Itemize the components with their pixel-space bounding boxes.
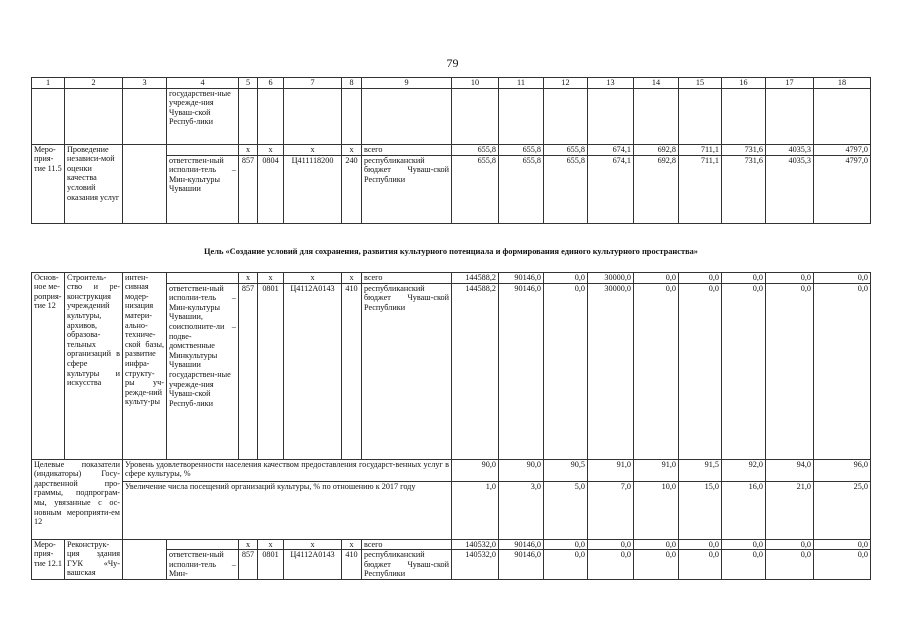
target-article-cell: х [284,539,342,550]
expense-type-cell: х [342,272,362,283]
table-row [32,539,871,550]
value-cell: 0,0 [766,539,814,550]
value-cell: 144588,2 [452,283,499,459]
header-cell: 18 [814,78,871,89]
target-article-cell: Ц4112А0143 [284,283,342,459]
value-cell: 0,0 [544,272,588,283]
value-cell: 655,8 [544,144,588,155]
value-cell: 731,6 [722,155,766,223]
grbs-cell: 857 [239,283,258,459]
value-cell: 4035,3 [766,144,814,155]
indicator-row [32,459,871,481]
expense-type-cell: 240 [342,155,362,223]
grbs-cell: 857 [239,550,258,580]
header-cell: 2 [65,78,123,89]
grbs-cell: х [239,144,258,155]
value-cell: 0,0 [544,550,588,580]
value-cell: 91,0 [634,459,679,481]
header-cell: 3 [123,78,167,89]
value-cell: 3,0 [499,481,544,539]
value-cell: 0,0 [722,550,766,580]
value-cell: 711,1 [679,155,722,223]
section-cell: 0801 [258,283,284,459]
target-article-cell: х [284,272,342,283]
value-cell: 0,0 [814,272,871,283]
section-cell: 0804 [258,155,284,223]
value-cell: 91,5 [679,459,722,481]
value-cell: 0,0 [679,283,722,459]
value-cell: 96,0 [814,459,871,481]
target-article-cell: Ц4112А0143 [284,550,342,580]
measure-name: Проведение независи-мой оценки качества условий оказания услуг [65,144,123,223]
header-cell: 4 [167,78,239,89]
page-number: 79 [446,56,459,70]
header-cell: 5 [239,78,258,89]
header-cell: 1 [32,78,65,89]
value-cell: 0,0 [588,539,634,550]
value-cell: 140532,0 [452,550,499,580]
value-cell: 90,5 [544,459,588,481]
value-cell: 0,0 [634,550,679,580]
value-cell: 0,0 [814,550,871,580]
value-cell: 655,8 [452,144,499,155]
target-article-cell: х [284,144,342,155]
indicator-text: Уровень удовлетворенности населения качеством предоставления государст-венных услуг в сфере культуры, % [123,459,452,481]
header-cell: 13 [588,78,634,89]
value-cell: 692,8 [634,155,679,223]
value-cell: 0,0 [814,283,871,459]
value-cell: 655,8 [499,144,544,155]
value-cell: 90146,0 [499,272,544,283]
value-cell: 0,0 [722,283,766,459]
continuation-executor: государствен-ные учрежде-ния Чуваш-ской Респуб-лики [167,88,239,144]
value-cell: 0,0 [766,283,814,459]
value-cell: 90146,0 [499,539,544,550]
goal-row [32,223,871,272]
value-cell: 655,8 [544,155,588,223]
value-cell: 0,0 [544,539,588,550]
measure-goal: интен-сивная модер-низация матери-ально-техниче-ской базы, развитие инфра-структу-ры уч-режде-ний культу-ры [123,272,167,459]
value-cell: 90146,0 [499,550,544,580]
expense-type-cell: х [342,539,362,550]
header-cell: 10 [452,78,499,89]
funding-source: всего [362,539,452,550]
goal-heading: Цель «Создание условий для сохранения, развития культурного потенциала и формирования единого культурного пространства» [32,223,871,272]
indicator-text: Увеличение числа посещений организаций культуры, % по отношению к 2017 году [123,481,452,539]
value-cell: 94,0 [766,459,814,481]
section-cell: 0801 [258,550,284,580]
value-cell: 0,0 [679,539,722,550]
header-cell: 6 [258,78,284,89]
value-cell: 0,0 [544,283,588,459]
value-cell: 90146,0 [499,283,544,459]
measure-label: Меро-прия-тие 12.1 [32,539,65,580]
continuation-row [32,88,871,144]
expense-type-cell: 410 [342,550,362,580]
table-row [32,144,871,155]
value-cell: 15,0 [679,481,722,539]
budget-table [31,77,871,580]
value-cell: 0,0 [634,539,679,550]
value-cell: 0,0 [588,550,634,580]
value-cell: 655,8 [452,155,499,223]
value-cell: 92,0 [722,459,766,481]
value-cell: 731,6 [722,144,766,155]
value-cell: 25,0 [814,481,871,539]
measure-label: Меро-прия-тие 11.5 [32,144,65,223]
value-cell: 90,0 [452,459,499,481]
grbs-cell: х [239,539,258,550]
expense-type-cell: х [342,144,362,155]
value-cell: 0,0 [634,272,679,283]
header-cell: 9 [362,78,452,89]
section-cell: х [258,539,284,550]
funding-source: всего [362,272,452,283]
value-cell: 0,0 [766,272,814,283]
header-row [32,78,871,89]
value-cell: 140532,0 [452,539,499,550]
indicator-row [32,481,871,539]
section-cell: х [258,144,284,155]
header-cell: 12 [544,78,588,89]
value-cell: 1,0 [452,481,499,539]
value-cell: 90,0 [499,459,544,481]
executor-cell: ответствен-ный исполни-тель – Мин-культуры Чувашии [167,155,239,223]
grbs-cell: 857 [239,155,258,223]
value-cell: 0,0 [722,539,766,550]
value-cell: 4035,3 [766,155,814,223]
header-cell: 15 [679,78,722,89]
value-cell: 91,0 [588,459,634,481]
measure-label: Основ-ное ме-роприя-тие 12 [32,272,65,459]
header-cell: 11 [499,78,544,89]
value-cell: 0,0 [722,272,766,283]
value-cell: 144588,2 [452,272,499,283]
value-cell: 674,1 [588,155,634,223]
value-cell: 674,1 [588,144,634,155]
section-cell: х [258,272,284,283]
value-cell: 21,0 [766,481,814,539]
measure-name: Реконструк-ция здания ГУК «Чу-вашская [65,539,123,580]
value-cell: 0,0 [634,283,679,459]
value-cell: 7,0 [588,481,634,539]
value-cell: 0,0 [679,550,722,580]
funding-source: республиканский бюджет Чуваш-ской Республики [362,155,452,223]
grbs-cell: х [239,272,258,283]
indicators-label: Целевые показатели (индикаторы) Госу-дарственной про-граммы, подпрограм-мы, увязанные с ос-новным мероприяти-ем 12 [32,459,123,539]
value-cell: 655,8 [499,155,544,223]
target-article-cell: Ц411118200 [284,155,342,223]
header-cell: 17 [766,78,814,89]
executor-cell: ответствен-ный исполни-тель – Мин-культуры Чувашии, соисполните-ли – подве-домственные Минкультуры Чувашии государствен-ные учрежде-ния Чуваш-ской Респуб-лики [167,283,239,459]
value-cell: 4797,0 [814,155,871,223]
value-cell: 30000,0 [588,272,634,283]
header-cell: 7 [284,78,342,89]
value-cell: 692,8 [634,144,679,155]
table-row [32,272,871,283]
value-cell: 4797,0 [814,144,871,155]
expense-type-cell: 410 [342,283,362,459]
funding-source: республиканский бюджет Чуваш-ской Республики [362,550,452,580]
funding-source: республиканский бюджет Чуваш-ской Республики [362,283,452,459]
header-cell: 16 [722,78,766,89]
funding-source: всего [362,144,452,155]
value-cell: 711,1 [679,144,722,155]
value-cell: 5,0 [544,481,588,539]
value-cell: 10,0 [634,481,679,539]
header-cell: 14 [634,78,679,89]
value-cell: 0,0 [679,272,722,283]
value-cell: 0,0 [766,550,814,580]
value-cell: 0,0 [814,539,871,550]
header-cell: 8 [342,78,362,89]
measure-name: Строитель-ство и ре-конструкция учреждений культуры, архивов, образова-тельных организаций в сфере культуры и искусства [65,272,123,459]
executor-cell: ответствен-ный исполни-тель – Мин- [167,550,239,580]
value-cell: 16,0 [722,481,766,539]
value-cell: 30000,0 [588,283,634,459]
